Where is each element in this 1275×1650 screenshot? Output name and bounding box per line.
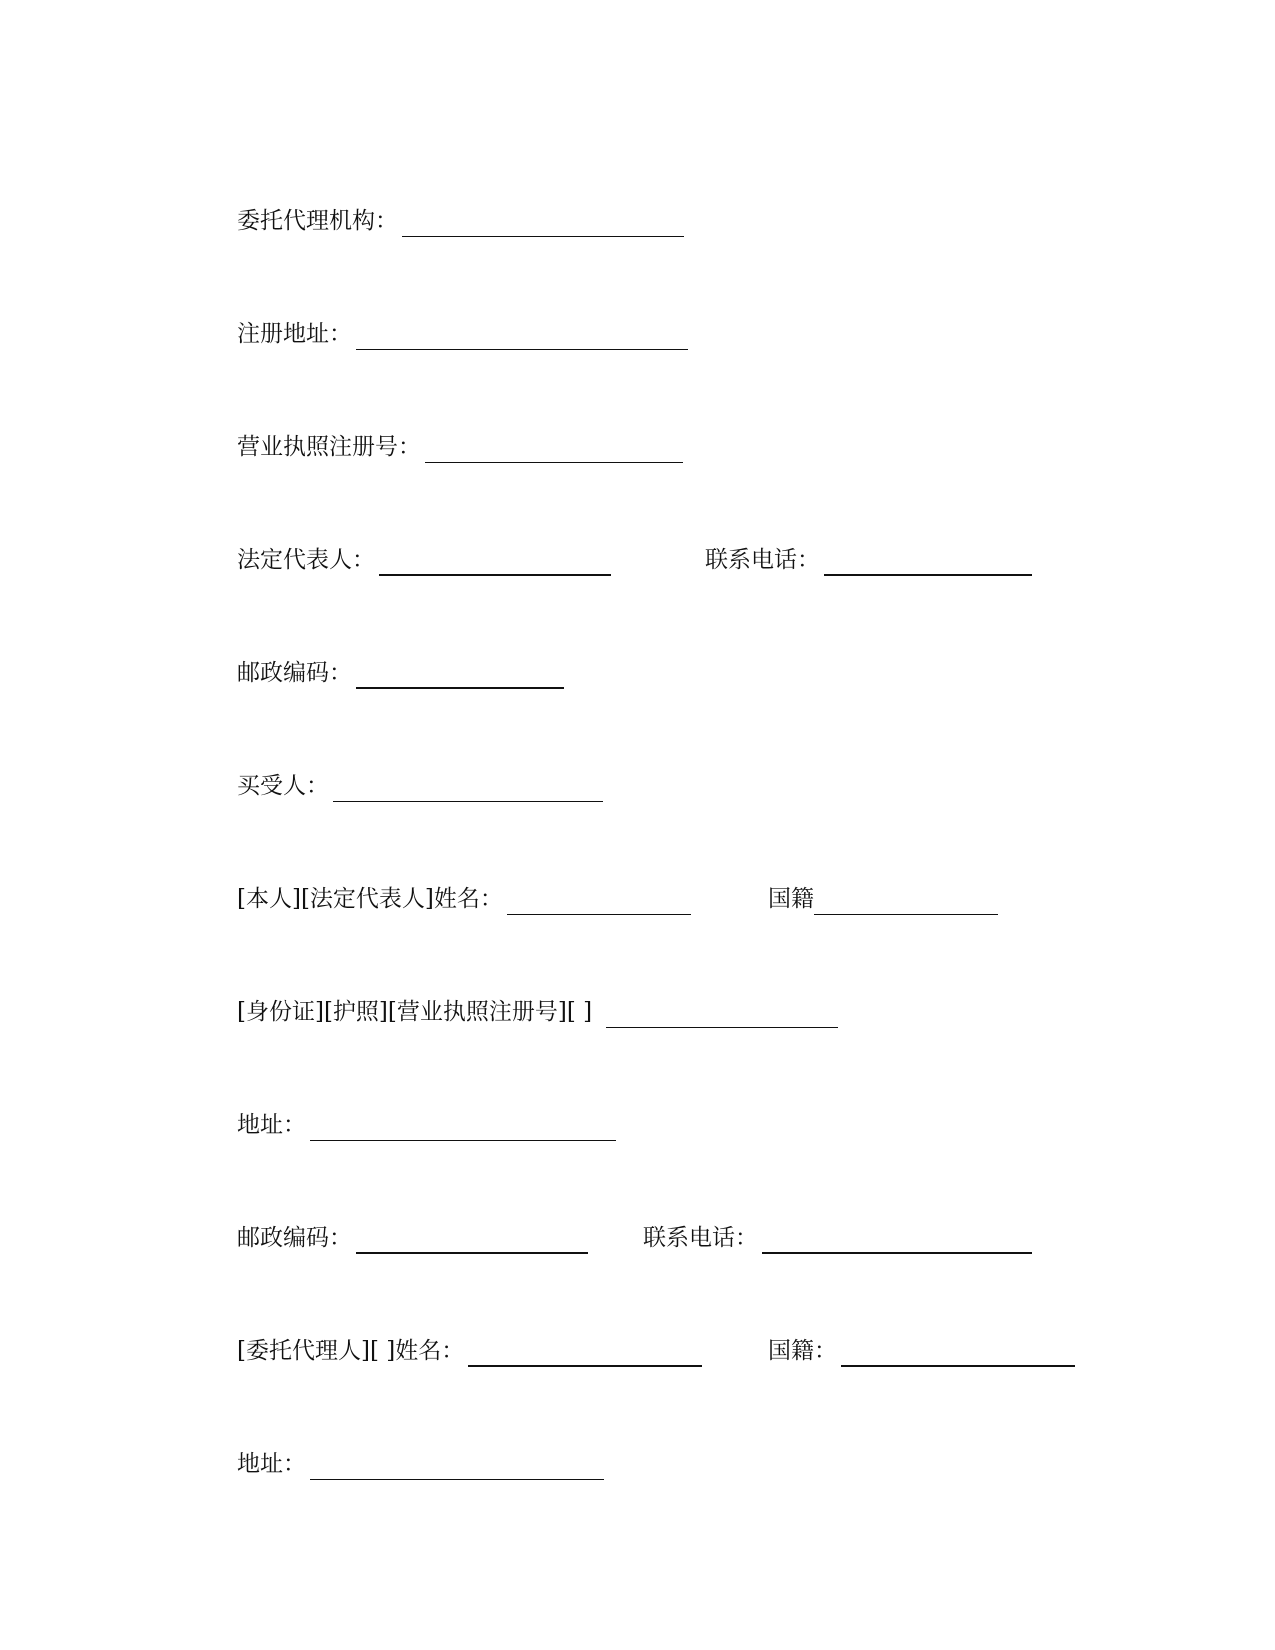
agent-name-row (237, 1335, 702, 1367)
address-row-2 (237, 1448, 604, 1480)
buyer-label: 买受人： (237, 773, 329, 799)
postcode-blank-2[interactable] (356, 1226, 588, 1254)
id-blank[interactable] (606, 1001, 838, 1028)
address-row-1 (237, 1109, 616, 1141)
address-label-2: 地址： (237, 1451, 306, 1477)
nationality-blank-2[interactable] (841, 1339, 1075, 1367)
postcode-row-2 (237, 1222, 588, 1254)
agency-blank[interactable] (402, 210, 684, 237)
agency-row (237, 205, 684, 237)
phone-blank-1[interactable] (824, 548, 1032, 576)
legal-rep-blank[interactable] (379, 548, 611, 576)
phone-row-2 (643, 1222, 1032, 1254)
reg-address-label: 注册地址： (237, 321, 352, 347)
agent-name-blank[interactable] (468, 1339, 702, 1367)
legal-rep-row (237, 544, 611, 576)
address-label-1: 地址： (237, 1112, 306, 1138)
id-row (237, 996, 838, 1028)
reg-address-blank[interactable] (356, 323, 688, 350)
nationality-blank-1[interactable] (814, 888, 998, 915)
phone-label-2: 联系电话： (643, 1225, 758, 1251)
license-no-label: 营业执照注册号： (237, 434, 421, 460)
agent-name-label: [委托代理人][ ]姓名： (237, 1338, 465, 1364)
phone-blank-2[interactable] (762, 1226, 1032, 1254)
postcode-label-2: 邮政编码： (237, 1225, 352, 1251)
nationality-row-2 (768, 1335, 1075, 1367)
reg-address-row (237, 318, 688, 350)
license-no-blank[interactable] (425, 436, 683, 463)
legal-rep-label: 法定代表人： (237, 547, 375, 573)
phone-row-1 (705, 544, 1032, 576)
phone-label-1: 联系电话： (705, 547, 820, 573)
buyer-name-row (237, 883, 691, 915)
id-label: [身份证][护照][营业执照注册号][ ] (237, 999, 593, 1025)
buyer-blank[interactable] (333, 775, 603, 802)
address-blank-2[interactable] (310, 1453, 604, 1480)
postcode-blank-1[interactable] (356, 661, 564, 689)
postcode-label-1: 邮政编码： (237, 660, 352, 686)
license-no-row (237, 431, 683, 463)
nationality-row-1 (768, 883, 998, 915)
postcode-row-1 (237, 657, 564, 689)
agency-label: 委托代理机构： (237, 208, 398, 234)
address-blank-1[interactable] (310, 1114, 616, 1141)
nationality-label-1: 国籍 (768, 886, 814, 912)
buyer-row (237, 770, 603, 802)
buyer-name-label: [本人][法定代表人]姓名： (237, 886, 503, 912)
buyer-name-blank[interactable] (507, 888, 691, 915)
nationality-label-2: 国籍： (768, 1338, 837, 1364)
